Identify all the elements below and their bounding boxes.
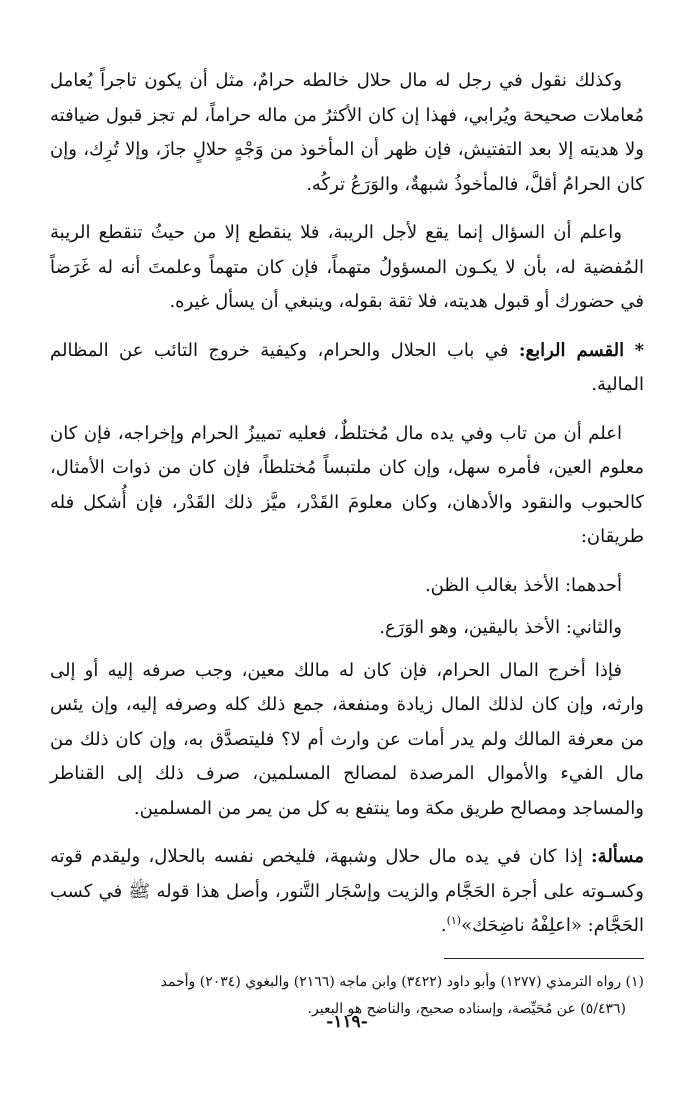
page-number: -١١٩- (326, 1012, 368, 1032)
paragraph-repentant: اعلم أن من تاب وفي يده مال مُختلطٌ، فعليه تمييزُ الحرام وإخراجه، فإن كان معلوم العين، فأمره سهل، وإن كان ملتبساً مُختلطاً، فإن كان من ذوات الأمثال، كالحبوب والنقود والأدهان، وكان معلومَ القَدْر، ميَّز ذلك القَدْر، فإن أُشكل فله طريقان: (50, 422, 644, 547)
paragraph-mixed-wealth: وكذلك نقول في رجل له مال حلال خالطه حرامٌ، مثل أن يكون تاجراً يُعامل مُعاملات صحيحة ويُرابي، فهذا إن كان الأكثرُ من ماله حراماً، لم تجز قبول ضيافته ولا هديته إلا بعد التفتيش، فإن ظهر أن المأخوذ من وَجْهٍ حلالٍ جازَ، وإلا تُرِك، وإن كان الحرامُ أقلَّ، فالمأخوذُ شبهةٌ، والوَرَعُ تركُه. (50, 70, 644, 195)
paragraph-asking: واعلم أن السؤال إنما يقع لأجل الريبة، فلا ينقطع إلا من حيثُ تنقطع الريبة المُفضية له، بأن لا يكـون المسؤولُ متهماً، فإن كان متهماً وعلمتَ أنه له غَرَضاً في حضورك أو قبول هديته، فلا ثقة بقوله، وينبغي أن يسأل غيره. (50, 222, 644, 312)
main-text (50, 64, 644, 944)
star-bullet: * (634, 339, 645, 361)
section-heading (50, 334, 644, 403)
method-one: أحدهما: الأخذ بغالب الظن. (424, 574, 622, 596)
footnote-line-2: (٥/٤٣٦) عن مُحَيِّصة، وإسناده صحيح، والناضح هو البعير. (307, 1000, 626, 1017)
paragraph-disposal: فإذا أخرج المال الحرام، فإن كان له مالك معين، وجب صرفه إليه أو إلى وارثه، وإن كان لذلك المال زيادة ومنفعة، جمع ذلك كله وصرفه إليه، وإن يئس من معرفة المالك ولم يدر أمات عن وارث أم لا؟ فليتصدَّق به، وإن كان ذلك من مال الفيء والأموال المرصدة لمصالح المسلمين، صرف ذلك إلى القناطر والمساجد ومصالح طريق مكة وما ينتفع به كل من يمر من المسلمين. (50, 659, 644, 819)
masala-label: مسألة: (591, 846, 644, 867)
section-title: القسم الرابع: (518, 339, 625, 361)
section-subtitle: في باب الحلال والحرام، وكيفية خروج التائب عن المظالم المالية. (50, 339, 644, 395)
footnote-reference[interactable]: (١) (446, 914, 462, 927)
masala-end: . (440, 915, 447, 936)
masala-paragraph (50, 840, 644, 944)
masala-text: إذا كان في يده مال حلال وشبهة، فليخص نفسه بالحلال، وليقدم قوته وكسـوته على أجرة الحَجَّام والزيت وإسْجَار التَّنور، وأصل هذا قوله ﷺ في كسب الحَجَّام: «اعلِفْهُ ناضِحَك» (50, 846, 644, 936)
footnote-line-1: (١) رواه الترمذي (١٢٧٧) وأبو داود (٣٤٢٢) وابن ماجه (٢١٦٦) والبغوي (٢٠٣٤) وأحمد (160, 973, 644, 990)
footnote-separator (444, 958, 644, 959)
method-two: والثاني: الأخذ باليقين، وهو الوَرَع. (379, 617, 622, 638)
